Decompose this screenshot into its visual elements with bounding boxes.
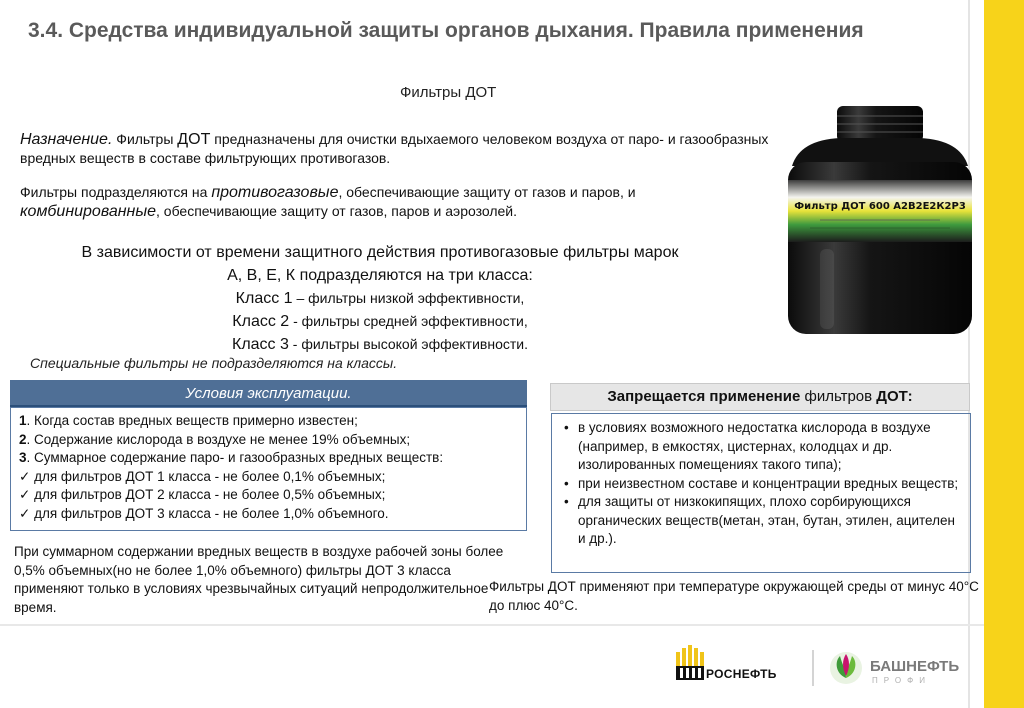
forbidden-box xyxy=(551,413,971,573)
conditions-box xyxy=(10,407,527,531)
classes-intro-2: А, В, Е, К подразделяются на три класса: xyxy=(227,267,533,284)
class-item xyxy=(30,310,730,333)
conditions-header: Условия эксплуатации. xyxy=(10,380,527,407)
condition-number: 2 xyxy=(19,431,27,447)
purpose-text-a: Фильтры xyxy=(112,131,178,147)
special-filters-note: Специальные фильтры не подразделяются на классы. xyxy=(30,355,398,371)
purpose-paragraph xyxy=(20,130,780,167)
footer-divider xyxy=(0,624,984,626)
bashneft-logo-subtext: ПРОФИ xyxy=(872,676,931,685)
class-desc: – фильтры низкой эффективности, xyxy=(292,290,525,306)
condition-item xyxy=(19,412,518,431)
class-number: Класс 1 xyxy=(235,290,293,307)
bashneft-logo-text: БАШНЕФТЬ xyxy=(870,658,960,675)
forbidden-header xyxy=(550,383,970,411)
checkmark-icon: ✓ xyxy=(19,487,35,502)
class-number: Класс 2 xyxy=(232,313,290,330)
check-item xyxy=(19,505,518,524)
bashneft-flower-icon xyxy=(826,648,866,688)
logo-divider xyxy=(812,650,814,686)
forbidden-header-b: фильтров xyxy=(800,388,877,405)
class-item xyxy=(30,333,730,356)
check-text: для фильтров ДОТ 2 класса - не более 0,5% объемных; xyxy=(34,487,386,502)
forbidden-header-a: Запрещается применение xyxy=(607,388,801,405)
class-desc: - фильтры средней эффективности, xyxy=(289,313,528,329)
check-item xyxy=(19,468,518,487)
slide-title: 3.4. Средства индивидуальной защиты органов дыхания. Правила применения xyxy=(28,19,864,42)
condition-text: . Суммарное содержание паро- и газообразных вредных веществ: xyxy=(26,450,444,465)
condition-item xyxy=(19,449,518,468)
division-type-combined: комбинированные xyxy=(20,203,156,220)
classes-intro-1: В зависимости от времени защитного действия противогазовые фильтры марок xyxy=(81,244,679,261)
condition-number: 3 xyxy=(19,450,27,465)
division-text-b: , обеспечивающие защиту от газов и паров, и xyxy=(338,184,636,200)
condition-number: 1 xyxy=(19,413,27,428)
class-item xyxy=(30,287,730,310)
check-text: для фильтров ДОТ 3 класса - не более 1,0% объемного. xyxy=(34,505,389,521)
temperature-note: Фильтры ДОТ применяют при температуре окружающей среды от минус 40°С до плюс 40°С. xyxy=(489,579,979,613)
purpose-dot: ДОТ xyxy=(177,131,211,148)
filter-product-image xyxy=(780,104,980,340)
forbidden-item: • при неизвестном составе и концентрации вредных веществ; xyxy=(562,475,960,494)
purpose-text-b: предназначены для очистки вдыхаемого человеком воздуха от паро- и газообразных вредных веществ в составе фильтрующих противогазов. xyxy=(20,131,769,166)
division-text-a: Фильтры подразделяются на xyxy=(20,184,212,200)
sum-content-note: При суммарном содержании вредных веществ в воздухе рабочей зоны более 0,5% объемных(но не более 1,0% объемного) фильтры ДОТ 3 класса применяют только в условиях чрезвычайных ситуаций непродолжительное время. xyxy=(14,544,504,615)
slide-subtitle: Фильтры ДОТ xyxy=(400,84,497,101)
checkmark-icon: ✓ xyxy=(19,505,35,521)
forbidden-header-c: ДОТ: xyxy=(876,388,913,405)
condition-text: . Когда состав вредных веществ примерно известен; xyxy=(26,413,358,428)
condition-text: . Содержание кислорода в воздухе не менее 19% объемных; xyxy=(26,431,411,447)
class-desc: - фильтры высокой эффективности. xyxy=(288,336,528,352)
check-item xyxy=(19,486,518,505)
check-text: для фильтров ДОТ 1 класса - не более 0,1% объемных; xyxy=(34,468,386,484)
division-paragraph xyxy=(20,183,780,221)
division-type-gas: противогазовые xyxy=(211,184,339,201)
forbidden-item: • для защиты от низкокипящих, плохо сорбирующихся органических веществ(метан, этан, бутан, этилен, ацителен и др.). xyxy=(562,493,960,549)
division-text-c: , обеспечивающие защиту от газов, паров и аэрозолей. xyxy=(156,203,518,219)
forbidden-item: • в условиях возможного недостатка кислорода в воздухе (например, в емкостях, цистернах, колодцах и др. изолированных помещениях такого типа); xyxy=(562,419,960,475)
checkmark-icon: ✓ xyxy=(19,468,35,484)
condition-item xyxy=(19,431,518,450)
purpose-label: Назначение. xyxy=(20,131,113,148)
bashneft-logo xyxy=(826,644,976,694)
rosneft-logo xyxy=(672,644,797,694)
classes-block xyxy=(30,241,730,356)
accent-stripe xyxy=(984,0,1024,708)
class-number: Класс 3 xyxy=(232,336,289,353)
rosneft-logo-text: РОСНЕФТЬ xyxy=(706,667,777,681)
filter-label-text: Фильтр ДОТ 600 А2В2Е2К2Р3 xyxy=(794,201,966,212)
